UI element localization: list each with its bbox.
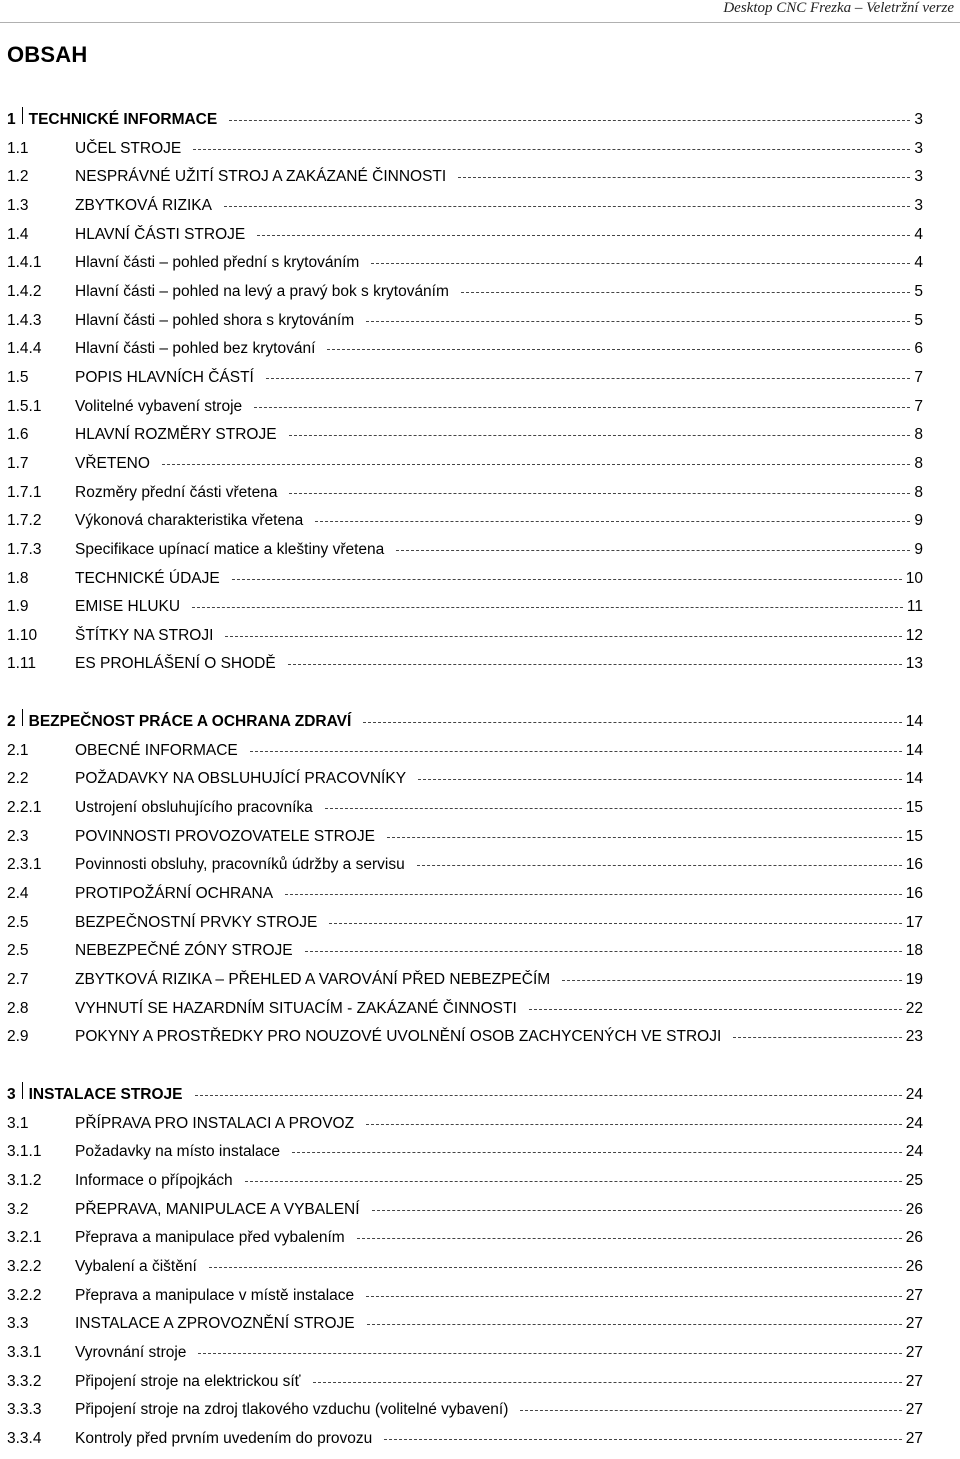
toc-page-number: 16 (905, 885, 923, 903)
toc-entry-number: 1.8 (7, 569, 29, 587)
toc-entry-row[interactable] (7, 823, 923, 852)
toc-page-number: 5 (914, 282, 923, 300)
toc-entry-title: ZBYTKOVÁ RIZIKA (75, 196, 212, 214)
toc-page-number: 12 (905, 626, 923, 644)
toc-entry-row[interactable] (7, 421, 923, 450)
toc-entry-row[interactable] (7, 221, 923, 250)
toc-leader (371, 263, 910, 264)
toc-leader (417, 865, 902, 866)
toc-page-number: 3 (914, 196, 923, 214)
toc-entry-title: OBECNÉ INFORMACE (75, 741, 238, 759)
toc-entry-title: Kontroly před prvním uvedením do provozu (75, 1429, 373, 1447)
toc-entry-row[interactable] (7, 1253, 923, 1282)
toc-entry-title: Volitelné vybavení stroje (75, 397, 243, 415)
toc-entry-number: 2.3.1 (7, 856, 42, 874)
toc-leader (327, 349, 910, 350)
toc-chapter-number: 1 (7, 111, 16, 128)
toc-page-number: 10 (905, 569, 923, 587)
toc-page-number: 26 (905, 1257, 923, 1275)
toc-leader (289, 493, 910, 494)
toc-leader (366, 321, 910, 322)
table-of-contents (7, 106, 923, 1454)
toc-leader (288, 664, 902, 665)
toc-leader (315, 521, 910, 522)
toc-entry-title: Výkonová charakteristika vřetena (75, 512, 304, 530)
toc-page-number: 15 (905, 827, 923, 845)
toc-entry-row[interactable] (7, 995, 923, 1024)
toc-entry-number: 1.11 (7, 655, 37, 673)
toc-page-number: 14 (905, 770, 923, 788)
toc-leader (285, 894, 902, 895)
toc-entry-row[interactable] (7, 851, 923, 880)
toc-entry-title: Specifikace upínací matice a kleštiny vřetena (75, 540, 385, 558)
toc-entry-number: 1.1 (7, 139, 29, 157)
toc-page-number: 16 (905, 856, 923, 874)
toc-entry-number: 3.2.1 (7, 1229, 42, 1247)
toc-entry-number: 2.3 (7, 827, 29, 845)
toc-entry-row[interactable] (7, 650, 923, 679)
toc-entry-number: 3.1 (7, 1114, 29, 1132)
toc-entry-number: 1.10 (7, 626, 38, 644)
toc-entry-title: INSTALACE A ZPROVOZNĚNÍ STROJE (75, 1315, 355, 1333)
toc-page-number: 27 (905, 1315, 923, 1333)
toc-leader (232, 579, 902, 580)
toc-entry-row[interactable] (7, 135, 923, 164)
toc-leader (562, 980, 902, 981)
toc-entry-row[interactable] (7, 909, 923, 938)
toc-leader (254, 407, 910, 408)
toc-leader (245, 1181, 902, 1182)
toc-entry-number: 3.2.2 (7, 1286, 42, 1304)
toc-leader (224, 206, 910, 207)
toc-entry-number: 2.7 (7, 971, 29, 989)
toc-entry-title: Vybalení a čištění (75, 1257, 197, 1275)
toc-page-number: 11 (906, 598, 923, 616)
toc-entry-number: 2.4 (7, 885, 29, 903)
toc-leader (289, 435, 911, 436)
page-title: OBSAH (7, 42, 88, 67)
toc-leader (357, 1238, 902, 1239)
toc-page-number: 27 (905, 1286, 923, 1304)
toc-entry-title: HLAVNÍ ČÁSTI STROJE (75, 225, 246, 243)
toc-entry-number: 1.4.2 (7, 282, 42, 300)
toc-entry-title: Požadavky na místo instalace (75, 1143, 281, 1161)
toc-entry-title: Připojení stroje na zdroj tlakového vzduchu (volitelné vybavení) (75, 1401, 509, 1419)
toc-entry-number: 2.5 (7, 942, 29, 960)
toc-leader (225, 636, 901, 637)
toc-entry-title: UČEL STROJE (75, 139, 182, 157)
toc-entry-number: 3.1.2 (7, 1171, 42, 1189)
toc-entry-title: BEZPEČNOSTNÍ PRVKY STROJE (75, 913, 318, 931)
chapter-separator (22, 709, 23, 726)
toc-entry-number: 1.3 (7, 196, 29, 214)
toc-entry-row[interactable] (7, 937, 923, 966)
toc-leader (418, 779, 902, 780)
toc-entry-title: NESPRÁVNÉ UŽITÍ STROJ A ZAKÁZANÉ ČINNOSTI (75, 168, 447, 186)
toc-entry-row[interactable] (7, 536, 923, 565)
toc-entry-title: ZBYTKOVÁ RIZIKA – PŘEHLED A VAROVÁNÍ PŘED NEBEZPEČÍM (75, 971, 551, 989)
toc-entry-number: 3.2.2 (7, 1257, 42, 1275)
toc-entry-row[interactable] (7, 1282, 923, 1311)
toc-entry-number: 2.5 (7, 913, 29, 931)
toc-page-number: 8 (914, 483, 923, 501)
toc-entry-title: Ustrojení obsluhujícího pracovníka (75, 799, 313, 817)
toc-entry-row[interactable] (7, 278, 923, 307)
toc-page-number: 24 (905, 1086, 923, 1103)
toc-page-number: 22 (905, 999, 923, 1017)
toc-entry-title: POPIS HLAVNÍCH ČÁSTÍ (75, 368, 254, 386)
toc-entry-number: 3.3.3 (7, 1401, 42, 1419)
toc-entry-number: 1.7.1 (7, 483, 42, 501)
toc-entry-number: 1.4 (7, 225, 29, 243)
toc-leader (313, 1382, 902, 1383)
toc-entry-row[interactable] (7, 737, 923, 766)
toc-chapter-title: INSTALACE STROJE (28, 1086, 183, 1103)
toc-entry-title: TECHNICKÉ ÚDAJE (75, 569, 220, 587)
toc-entry-title: NEBEZPEČNÉ ZÓNY STROJE (75, 942, 293, 960)
toc-entry-number: 1.7.2 (7, 512, 42, 530)
toc-page-number: 5 (914, 311, 923, 329)
toc-entry-title: VŘETENO (75, 454, 150, 472)
toc-page-number: 14 (905, 741, 923, 759)
toc-entry-row[interactable] (7, 307, 923, 336)
toc-entry-title: PŘÍPRAVA PRO INSTALACI A PROVOZ (75, 1114, 355, 1132)
toc-leader (192, 607, 903, 608)
toc-entry-number: 3.3 (7, 1315, 29, 1333)
toc-entry-row[interactable] (7, 1368, 923, 1397)
toc-entry-number: 1.4.4 (7, 340, 42, 358)
toc-entry-title: POVINNOSTI PROVOZOVATELE STROJE (75, 827, 376, 845)
toc-entry-title: Rozměry přední části vřetena (75, 483, 278, 501)
toc-entry-row[interactable] (7, 393, 923, 422)
toc-entry-number: 2.8 (7, 999, 29, 1017)
toc-entry-number: 3.3.4 (7, 1429, 42, 1447)
toc-entry-row[interactable] (7, 364, 923, 393)
toc-page-number: 6 (914, 340, 923, 358)
toc-entry-number: 2.2.1 (7, 799, 42, 817)
toc-page-number: 26 (905, 1229, 923, 1247)
toc-page-number: 27 (905, 1372, 923, 1390)
toc-entry-number: 1.2 (7, 168, 29, 186)
toc-entry-title: ŠTÍTKY NA STROJI (75, 626, 214, 644)
toc-page-number: 27 (905, 1401, 923, 1419)
toc-page-number: 24 (905, 1114, 923, 1132)
toc-page-number: 7 (914, 368, 923, 386)
toc-leader (733, 1037, 901, 1038)
toc-entry-title: Vyrovnání stroje (75, 1343, 187, 1361)
toc-entry-row[interactable] (7, 565, 923, 594)
toc-entry-number: 2.9 (7, 1028, 29, 1046)
toc-entry-row[interactable] (7, 1196, 923, 1225)
header-divider (0, 22, 960, 23)
toc-page-number: 3 (914, 168, 923, 186)
toc-entry-number: 2.1 (7, 741, 29, 759)
toc-entry-row[interactable] (7, 192, 923, 221)
toc-leader (198, 1353, 901, 1354)
toc-leader (193, 149, 910, 150)
toc-entry-title: POKYNY A PROSTŘEDKY PRO NOUZOVÉ UVOLNĚNÍ OSOB ZACHYCENÝCH VE STROJI (75, 1028, 722, 1046)
toc-leader (363, 722, 901, 723)
toc-page-number: 7 (914, 397, 923, 415)
toc-entry-number: 1.7 (7, 454, 29, 472)
toc-entry-row[interactable] (7, 1310, 923, 1339)
toc-leader (209, 1267, 902, 1268)
toc-page-number: 24 (905, 1143, 923, 1161)
toc-entry-title: Přeprava a manipulace před vybalením (75, 1229, 345, 1247)
toc-page-number: 15 (905, 799, 923, 817)
toc-entry-title: Informace o přípojkách (75, 1171, 233, 1189)
toc-entry-row[interactable] (7, 450, 923, 479)
toc-entry-row[interactable] (7, 1023, 923, 1052)
toc-entry-row[interactable] (7, 1339, 923, 1368)
toc-entry-number: 2.2 (7, 770, 29, 788)
toc-leader (529, 1009, 902, 1010)
toc-entry-number: 1.6 (7, 426, 29, 444)
toc-entry-row[interactable] (7, 335, 923, 364)
toc-page-number: 19 (905, 971, 923, 989)
toc-leader (266, 378, 911, 379)
toc-page-number: 14 (905, 713, 923, 731)
toc-leader (250, 751, 902, 752)
toc-leader (329, 923, 901, 924)
toc-entry-title: HLAVNÍ ROZMĚRY STROJE (75, 426, 277, 444)
toc-entry-row[interactable] (7, 1138, 923, 1167)
toc-entry-row[interactable] (7, 966, 923, 995)
toc-chapter-row[interactable] (7, 708, 923, 737)
toc-entry-row[interactable] (7, 1110, 923, 1139)
toc-entry-row[interactable] (7, 794, 923, 823)
toc-entry-title: Hlavní části – pohled na levý a pravý bok s krytováním (75, 282, 449, 300)
toc-page-number: 3 (914, 111, 923, 128)
toc-entry-number: 3.1.1 (7, 1143, 42, 1161)
toc-entry-row[interactable] (7, 1396, 923, 1425)
toc-chapter-number: 2 (7, 713, 16, 731)
toc-entry-row[interactable] (7, 593, 923, 622)
toc-leader (372, 1210, 902, 1211)
chapter-separator (22, 107, 23, 124)
chapter-separator (22, 1082, 23, 1099)
toc-page-number: 27 (905, 1429, 923, 1447)
toc-leader (305, 951, 902, 952)
toc-entry-number: 1.4.1 (7, 254, 42, 272)
toc-page-number: 27 (905, 1343, 923, 1361)
toc-page-number: 23 (905, 1028, 923, 1046)
toc-page-number: 8 (914, 454, 923, 472)
toc-entry-title: Připojení stroje na elektrickou síť (75, 1372, 301, 1390)
toc-leader (325, 808, 902, 809)
toc-leader (366, 1296, 902, 1297)
toc-leader (366, 1124, 902, 1125)
toc-entry-row[interactable] (7, 479, 923, 508)
toc-entry-row[interactable] (7, 1224, 923, 1253)
toc-entry-title: Hlavní části – pohled bez krytování (75, 340, 316, 358)
toc-leader (387, 837, 902, 838)
toc-leader (520, 1410, 901, 1411)
toc-entry-number: 1.9 (7, 598, 29, 616)
toc-entry-title: PŘEPRAVA, MANIPULACE A VYBALENÍ (75, 1200, 360, 1218)
toc-page-number: 17 (905, 913, 923, 931)
toc-leader (461, 292, 910, 293)
toc-leader (195, 1095, 902, 1096)
toc-entry-row[interactable] (7, 880, 923, 909)
toc-chapter-row[interactable] (7, 1081, 923, 1110)
toc-entry-title: Povinnosti obsluhy, pracovníků údržby a servisu (75, 856, 405, 874)
toc-page-number: 25 (905, 1171, 923, 1189)
toc-leader (229, 120, 910, 121)
toc-entry-row[interactable] (7, 622, 923, 651)
toc-entry-number: 1.4.3 (7, 311, 42, 329)
toc-page-number: 3 (914, 139, 923, 157)
toc-entry-row[interactable] (7, 1425, 923, 1454)
toc-entry-title: EMISE HLUKU (75, 598, 181, 616)
toc-entry-title: Přeprava a manipulace v místě instalace (75, 1286, 355, 1304)
toc-leader (162, 464, 910, 465)
toc-leader (257, 235, 910, 236)
toc-chapter-row[interactable] (7, 106, 923, 135)
toc-entry-row[interactable] (7, 765, 923, 794)
toc-entry-number: 1.5 (7, 368, 29, 386)
toc-chapter-title: TECHNICKÉ INFORMACE (28, 111, 218, 128)
toc-leader (458, 177, 910, 178)
toc-page-number: 13 (905, 655, 923, 673)
toc-entry-title: Hlavní části – pohled přední s krytováním (75, 254, 360, 272)
toc-entry-title: POŽADAVKY NA OBSLUHUJÍCÍ PRACOVNÍKY (75, 770, 407, 788)
toc-page-number: 9 (914, 512, 923, 530)
toc-page-number: 4 (914, 225, 923, 243)
toc-page-number: 4 (914, 254, 923, 272)
toc-page-number: 18 (905, 942, 923, 960)
toc-entry-row[interactable] (7, 507, 923, 536)
toc-leader (384, 1439, 902, 1440)
toc-entry-row[interactable] (7, 1167, 923, 1196)
running-header: Desktop CNC Frezka – Veletržní verze (723, 0, 954, 16)
toc-page-number: 8 (914, 426, 923, 444)
toc-entry-title: ES PROHLÁŠENÍ O SHODĚ (75, 655, 276, 673)
toc-entry-number: 3.2 (7, 1200, 29, 1218)
toc-page-number: 26 (905, 1200, 923, 1218)
toc-chapter-number: 3 (7, 1086, 16, 1103)
toc-page-number: 9 (914, 540, 923, 558)
toc-entry-row[interactable] (7, 249, 923, 278)
toc-entry-title: Hlavní části – pohled shora s krytováním (75, 311, 355, 329)
toc-entry-number: 3.3.2 (7, 1372, 42, 1390)
toc-entry-title: PROTIPOŽÁRNÍ OCHRANA (75, 885, 274, 903)
toc-entry-row[interactable] (7, 163, 923, 192)
toc-entry-number: 3.3.1 (7, 1343, 42, 1361)
toc-entry-title: VYHNUTÍ SE HAZARDNÍM SITUACÍM - ZAKÁZANÉ ČINNOSTI (75, 999, 517, 1017)
toc-leader (292, 1152, 902, 1153)
toc-leader (396, 550, 910, 551)
toc-entry-number: 1.7.3 (7, 540, 42, 558)
toc-entry-number: 1.5.1 (7, 397, 42, 415)
toc-chapter-title: BEZPEČNOST PRÁCE A OCHRANA ZDRAVÍ (28, 713, 352, 731)
toc-leader (367, 1324, 902, 1325)
